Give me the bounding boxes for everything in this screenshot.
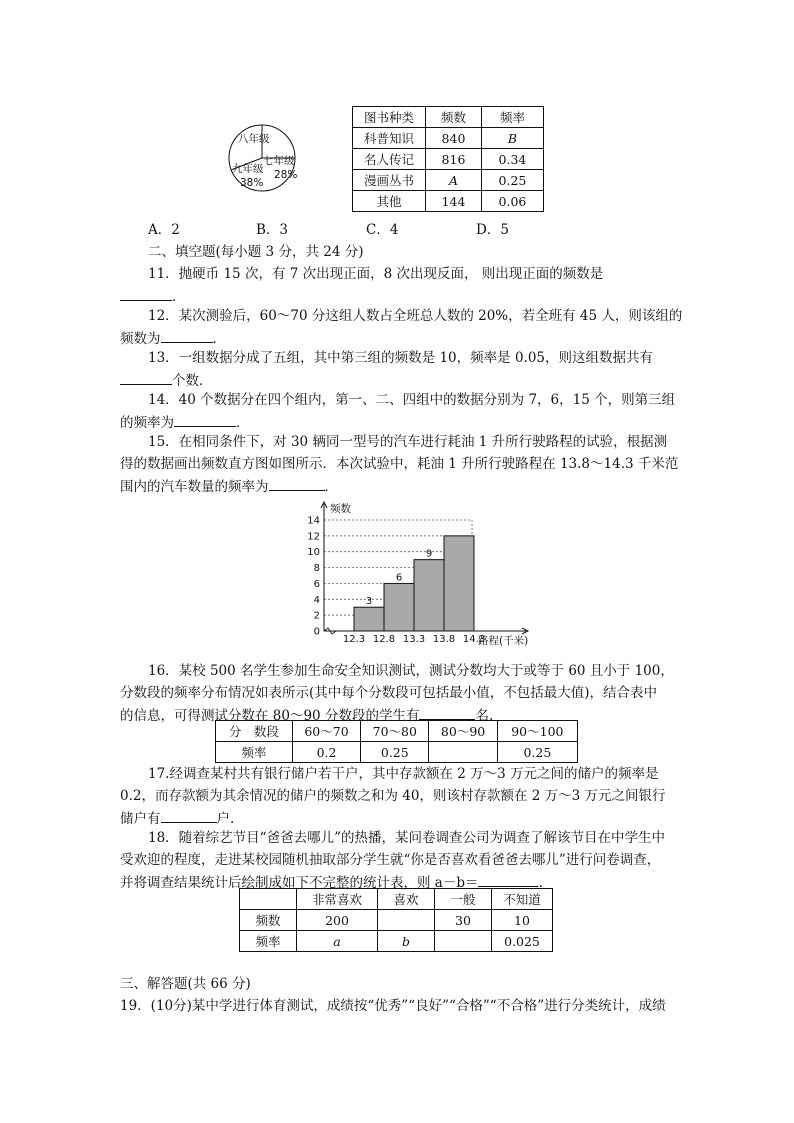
table-header-cell: 一般: [435, 889, 492, 910]
histogram-bar: [354, 607, 384, 631]
q12-line1: 12．某次测验后，60～70 分这组人数占全班总人数的 20%，若全班有 45 人，则该组的: [148, 308, 683, 324]
section2-title: 二、填空题(每小题 3 分，共 24 分): [148, 244, 364, 260]
answer-blank[interactable]: [161, 808, 217, 823]
grade-pie-chart: [218, 120, 318, 200]
table-header-cell: 不知道: [492, 889, 553, 910]
table-row: [240, 889, 553, 910]
q18-line2: 受欢迎的程度，走进某校园随机抽取部分学生就“你是否喜欢看爸爸去哪儿”进行问卷调查，: [120, 852, 661, 868]
y-axis-title: 频数: [330, 503, 351, 515]
table-row: [240, 910, 553, 931]
table-cell: [378, 910, 435, 931]
table-cell: 0.025: [492, 931, 553, 952]
table-cell: 其他: [353, 191, 426, 212]
answer-blank[interactable]: [478, 872, 538, 887]
bar-data-label: 6: [395, 572, 403, 584]
q18-line3-text: 并将调查结果统计后绘制成如下不完整的统计表，则 a－b＝: [120, 875, 479, 891]
q12-line2-text: 频数为: [120, 331, 161, 347]
table-cell: 200: [297, 910, 378, 931]
bar-data-label: 3: [365, 596, 373, 608]
table-header-cell: 60～70: [292, 721, 360, 742]
table-cell: 频率: [240, 931, 297, 952]
table-header-cell: 非常喜欢: [297, 889, 378, 910]
table-cell: 30: [435, 910, 492, 931]
y-tick-label: 4: [313, 594, 320, 606]
option-d: D．5: [476, 222, 509, 238]
answer-blank[interactable]: [269, 476, 325, 491]
q16-line1: 16．某校 500 名学生参加生命安全知识测试，测试分数均大于或等于 60 且小于 100，: [148, 663, 674, 679]
q12-line2: [120, 328, 226, 349]
table-cell: 0.2: [292, 742, 360, 763]
table-cell: 0.25: [497, 742, 577, 763]
table-cell: 漫画丛书: [353, 170, 426, 191]
table-header-cell: 频率: [481, 107, 543, 128]
q13-line1: 13．一组数据分成了五组，其中第三组的频数是 10，频率是 0.05，则这组数据共有: [148, 350, 653, 366]
table-row: [353, 128, 544, 149]
x-tick-label: 12.8: [372, 634, 396, 645]
q17-line3: [120, 808, 234, 829]
q12-tail: ．: [212, 331, 226, 347]
answer-blank[interactable]: [419, 705, 475, 720]
y-tick-label: 0: [313, 626, 320, 638]
table-header-cell: 80～90: [429, 721, 497, 742]
q13-tail: 个数．: [172, 373, 213, 389]
x-tick-label: 12.3: [342, 634, 366, 645]
option-b: B．3: [256, 222, 289, 238]
q14-tail: ．: [236, 415, 250, 431]
q18-line1: 18．随着综艺节目“爸爸去哪儿”的热播，某问卷调查公司为调查了解该节目在中学生中: [148, 830, 665, 846]
q17-line3-text: 储户有: [120, 811, 161, 827]
table-header-cell: 90～100: [497, 721, 577, 742]
x-tick-label: 13.8: [432, 634, 456, 645]
y-tick-label: 10: [307, 547, 320, 559]
q16-line3-text: 的信息，可得测试分数在 80～90 分数段的学生有: [120, 708, 420, 724]
table-header-cell: 频数: [426, 107, 482, 128]
table-cell: a: [297, 931, 378, 952]
y-tick-label: 6: [313, 578, 320, 590]
table-row: [353, 107, 544, 128]
q15-line2: 得的数据画出频数直方图如图所示．本次试验中，耗油 1 升所行驶路程在 13.8～14.3 千米范: [120, 456, 679, 472]
q15-tail: ．: [324, 479, 338, 495]
x-tick-label: 14.3: [462, 634, 486, 645]
q11-tail: ．: [172, 289, 186, 305]
q17-line1: 17.经调查某村共有银行储户若干户，其中存款额在 2 万～3 万元之间的储户的频率是: [148, 766, 659, 782]
histogram-bar: [444, 536, 474, 631]
table-cell: b: [378, 931, 435, 952]
q11-line2: [120, 286, 186, 307]
table-cell: 科普知识: [353, 128, 426, 149]
table-cell: 0.34: [481, 149, 543, 170]
x-axis-title: 路程(千米): [478, 635, 529, 647]
q15-line3-text: 围内的汽车数量的频率为: [120, 479, 269, 495]
table-cell: 10: [492, 910, 553, 931]
mileage-histogram: [300, 500, 540, 650]
answer-blank[interactable]: [120, 286, 172, 301]
table-row: [216, 742, 578, 763]
q16-tail: 名.: [475, 708, 494, 724]
table-header-cell: 分 数段: [216, 721, 293, 742]
table-cell: 0.25: [361, 742, 429, 763]
option-c: C．4: [366, 222, 399, 238]
answer-blank[interactable]: [120, 370, 172, 385]
table-row: [353, 170, 544, 191]
q15-line1: 15．在相同条件下，对 30 辆同一型号的汽车进行耗油 1 升所行驶路程的试验，根据测: [148, 434, 668, 450]
table-cell: 0.06: [481, 191, 543, 212]
pie-label-grade7-pct: 28%: [274, 169, 298, 181]
q16-line2: 分数段的频率分布情况如表所示(其中每个分数段可包括最小值，不包括最大值)，结合表中: [120, 685, 658, 701]
q14-line2: [120, 412, 250, 433]
survey-table: [239, 888, 553, 952]
answer-blank[interactable]: [161, 328, 213, 343]
q18-tail: .: [538, 875, 543, 891]
table-cell: 名人传记: [353, 149, 426, 170]
table-cell: 144: [426, 191, 482, 212]
table-cell: 频数: [240, 910, 297, 931]
table-header-cell: 喜欢: [378, 889, 435, 910]
table-row: [353, 191, 544, 212]
table-cell: 0.25: [481, 170, 543, 191]
pie-label-grade9: 九年级: [232, 163, 264, 175]
y-tick-label: 2: [313, 610, 320, 622]
q14-line2-text: 的频率为: [120, 415, 174, 431]
table-header-cell: 70～80: [361, 721, 429, 742]
table-cell: B: [481, 128, 543, 149]
table-header-cell: [240, 889, 297, 910]
pie-label-grade9-pct: 38%: [240, 177, 264, 189]
y-tick-label: 8: [313, 563, 320, 575]
q14-line1: 14．40 个数据分在四个组内，第一、二、四组中的数据分别为 7，6，15 个，则第三组: [148, 392, 676, 408]
table-cell: 816: [426, 149, 482, 170]
table-cell: [435, 931, 492, 952]
q13-line2: [120, 370, 213, 391]
table-cell: A: [426, 170, 482, 191]
score-frequency-table: [215, 720, 578, 763]
histogram-bar: [414, 560, 444, 631]
option-a: A．2: [148, 222, 180, 238]
y-tick-label: 14: [307, 515, 320, 527]
x-tick-label: 13.3: [402, 634, 426, 645]
q11-line1: 11．抛硬币 15 次，有 7 次出现正面，8 次出现反面， 则出现正面的频数是: [148, 266, 604, 282]
table-cell: 频率: [216, 742, 293, 763]
answer-blank[interactable]: [174, 412, 236, 427]
q19-line1: 19．(10分)某中学进行体育测试，成绩按“优秀”“良好”“合格”“不合格”进行分类统计，成绩: [120, 998, 666, 1014]
table-row: [353, 149, 544, 170]
section3-title: 三、解答题(共 66 分): [120, 976, 251, 992]
y-tick-label: 12: [307, 531, 320, 543]
q15-line3: [120, 476, 338, 497]
table-cell: 840: [426, 128, 482, 149]
bar-data-label: 9: [425, 548, 433, 560]
table-row: [216, 721, 578, 742]
q17-line2: 0.2，而存款额为其余情况的储户的频数之和为 40，则该村存款额在 2 万～3 万元之间银行: [120, 788, 666, 804]
book-frequency-table: [352, 106, 544, 212]
table-cell: [429, 742, 497, 763]
q17-tail: 户.: [216, 811, 235, 827]
histogram-bar: [384, 583, 414, 631]
pie-label-grade8: 八年级: [238, 133, 270, 145]
table-header-cell: 图书种类: [353, 107, 426, 128]
table-row: [240, 931, 553, 952]
pie-label-grade7: 七年级: [263, 155, 295, 167]
